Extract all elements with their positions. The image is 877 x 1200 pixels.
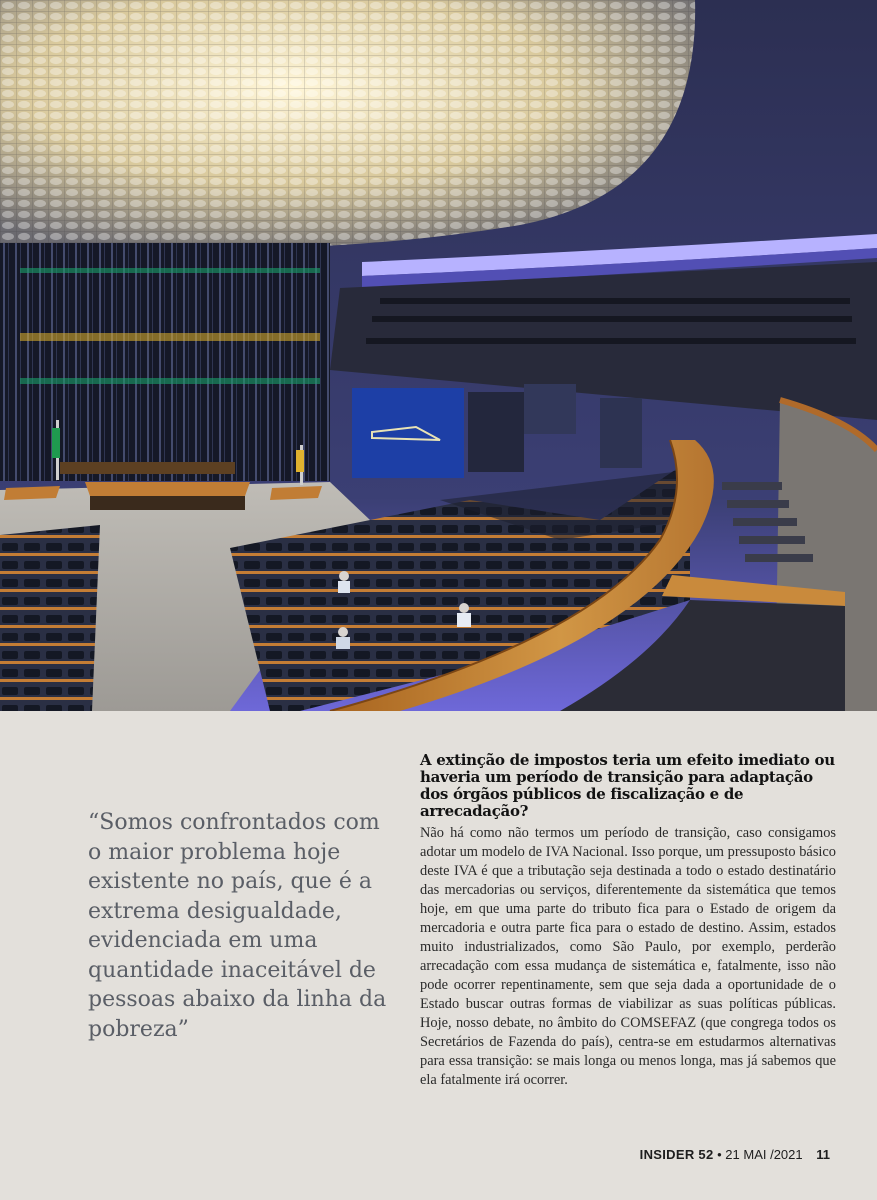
page-footer [640,1147,830,1162]
footer-separator: • [717,1147,722,1162]
interview-question: A extinção de impostos teria um efeito imediato ou haveria um período de transição para adaptação dos órgãos públicos de fiscalização e de arrecadação? [420,751,835,820]
interview-article [420,752,836,1090]
pull-quote: “Somos confrontados com o maior problema hoje existente no país, que é a extrema desigualdade, evidenciada em uma quantidade inaceitável de pessoas abaixo da linha da pobreza” [88,810,387,1042]
page-number: 11 [816,1147,830,1162]
interview-answer: Não há como não termos um período de transição, caso consigamos adotar um modelo de IVA Nacional. Isso porque, um pressuposto básico deste IVA é que a tributação seja destinada a todo o estado destinatário das mercadorias ou serviços, diferentemente da sistemática que temos hoje, em que uma parte do tributo fica para o Estado de origem da mercadoria e outra parte fica para o estado de destino. Assim, estados muito industrializados, como São Paulo, por exemplo, perderão arrecadação com essa mudança de sistemática e, fatalmente, isso não pode ocorrer repentinamente, sem que seja dada a oportunidade de o Estado buscar outras formas de viabilizar as suas políticas públicas. Hoje, nosso debate, no âmbito do COMSEFAZ (que congrega todos os Secretários de Fazenda do país), centra-se em estudarmos alternativas para essa transição: se mais longa ou menos longa, mas já sabemos que ela fatalmente irá ocorrer. [420,825,836,1088]
magazine-issue: INSIDER 52 [639,1147,714,1162]
issue-date: 21 MAI /2021 [725,1147,803,1162]
